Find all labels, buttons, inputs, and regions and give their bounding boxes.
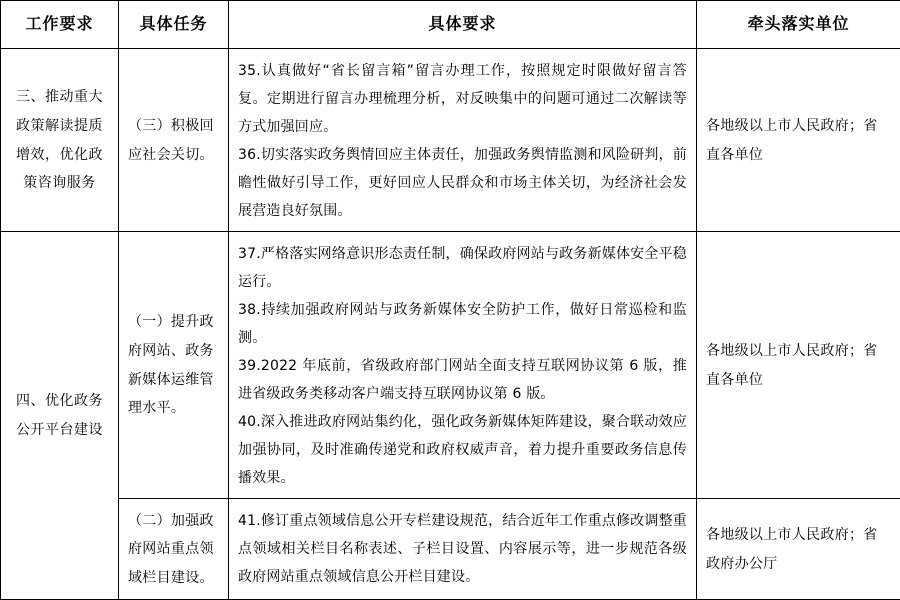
table-row [1, 498, 900, 599]
table-body [1, 48, 900, 599]
row-2-specific-requirement [229, 231, 697, 498]
row-1-work-requirement: 三、推动重大政策解读提质增效，优化政策咨询服务 [1, 48, 119, 231]
column-header-specific-requirement: 具体要求 [229, 1, 697, 49]
row-1-specific-requirement [229, 48, 697, 231]
row-2-lead-unit: 各地级以上市人民政府；省直各单位 [697, 231, 900, 498]
row-2-detail-item-40: 40.深入推进政府网站集约化，强化政务新媒体矩阵建设，聚合联动效应加强协同，及时准确传递党和政府权威声音，着力提升重要政务信息传播效果。 [238, 408, 687, 492]
column-header-lead-unit: 牵头落实单位 [697, 1, 900, 49]
table-row [1, 48, 900, 231]
row-1-specific-task: （三）积极回应社会关切。 [119, 48, 229, 231]
column-header-specific-task: 具体任务 [119, 1, 229, 49]
table-header [1, 1, 900, 49]
row-1-detail-item-36: 36.切实落实政务舆情回应主体责任，加强政务舆情监测和风险研判，前瞻性做好引导工作，更好回应人民群众和市场主体关切，为经济社会发展营造良好氛围。 [238, 141, 687, 225]
row-2-work-requirement: 四、优化政务公开平台建设 [1, 231, 119, 599]
row-3-detail-item-41: 41.修订重点领域信息公开专栏建设规范，结合近年工作重点修改调整重点领域相关栏目名称表述、子栏目设置、内容展示等，进一步规范各级政府网站重点领域信息公开栏目建设。 [238, 507, 687, 591]
row-3-specific-requirement [229, 498, 697, 599]
row-1-detail-item-35: 35.认真做好“省长留言箱”留言办理工作，按照规定时限做好留言答复。定期进行留言办理梳理分析，对反映集中的问题可通过二次解读等方式加强回应。 [238, 57, 687, 141]
row-2-specific-task: （一）提升政府网站、政务新媒体运维管理水平。 [119, 231, 229, 498]
column-header-work-requirement: 工作要求 [1, 1, 119, 49]
row-3-lead-unit: 各地级以上市人民政府；省政府办公厅 [697, 498, 900, 599]
table-header-row [1, 1, 900, 49]
table-row [1, 231, 900, 498]
row-1-lead-unit: 各地级以上市人民政府；省直各单位 [697, 48, 900, 231]
row-3-specific-task: （二）加强政府网站重点领域栏目建设。 [119, 498, 229, 599]
row-2-detail-item-38: 38.持续加强政府网站与政务新媒体安全防护工作，做好日常巡检和监测。 [238, 296, 687, 352]
row-2-detail-item-39: 39.2022 年底前，省级政府部门网站全面支持互联网协议第 6 版，推进省级政务类移动客户端支持互联网协议第 6 版。 [238, 352, 687, 408]
row-2-detail-item-37: 37.严格落实网络意识形态责任制，确保政府网站与政务新媒体安全平稳运行。 [238, 240, 687, 296]
